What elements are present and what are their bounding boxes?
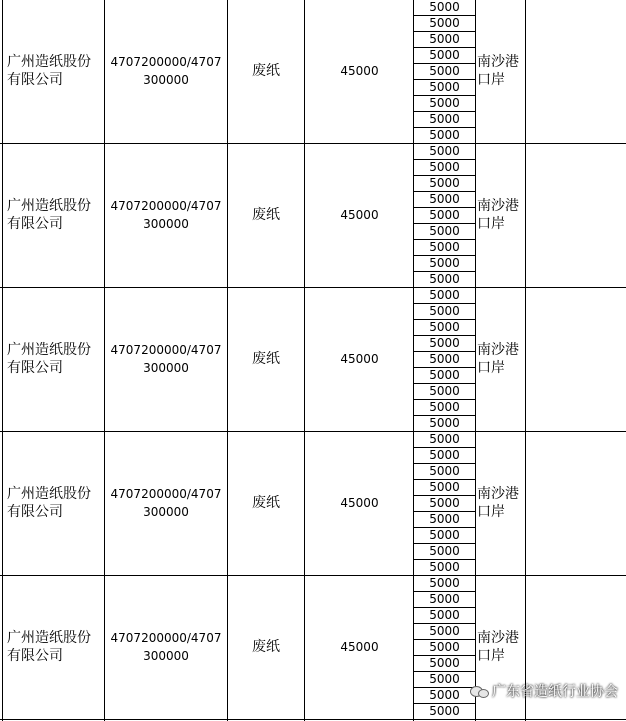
hs-code-cell: [106, 575, 226, 719]
port-cell-text: 南沙港口岸: [477, 198, 519, 232]
company-cell: [7, 143, 99, 287]
quantity-subcell: 5000: [414, 223, 475, 239]
quantity-subcell: 5000: [414, 239, 475, 255]
watermark: [470, 681, 618, 701]
product-cell: [228, 0, 304, 143]
quantity-subcell: 5000: [414, 175, 475, 191]
quantity-subcell: 5000: [414, 47, 475, 63]
quantity-subcell: 5000: [414, 399, 475, 415]
port-cell: [476, 431, 525, 575]
port-cell-text: 南沙港口岸: [477, 630, 519, 664]
quantity-subcell: 5000: [414, 15, 475, 31]
product-cell-text: 废纸: [252, 638, 280, 655]
hs-code-cell-text: 4707200000/4707300000: [110, 631, 222, 663]
total-quantity-cell-text: 45000: [340, 351, 379, 366]
company-cell: [7, 575, 99, 719]
product-cell: [228, 431, 304, 575]
quantity-subcell: 5000: [414, 127, 475, 143]
quantity-subcell: 5000: [414, 319, 475, 335]
company-cell-text: 广州造纸股份有限公司: [7, 342, 91, 376]
quantity-subcell: 5000: [414, 703, 475, 719]
quantity-subcell: 5000: [414, 383, 475, 399]
quantity-subcell: 5000: [414, 511, 475, 527]
company-cell-text: 广州造纸股份有限公司: [7, 54, 91, 88]
company-cell: [7, 0, 99, 143]
quantity-subcell: 5000: [414, 687, 475, 703]
quantity-subcell: 5000: [414, 191, 475, 207]
port-cell-text: 南沙港口岸: [477, 54, 519, 88]
port-cell: [476, 0, 525, 143]
quantity-subcell: 5000: [414, 79, 475, 95]
quantity-subcell: 5000: [414, 639, 475, 655]
quantity-subcell: 5000: [414, 463, 475, 479]
table-row: [0, 0, 626, 143]
quantity-subcell: 5000: [414, 623, 475, 639]
quantity-subcell: 5000: [414, 447, 475, 463]
product-cell-text: 废纸: [252, 350, 280, 367]
hs-code-cell-text: 4707200000/4707300000: [110, 487, 222, 519]
company-cell: [7, 431, 99, 575]
hs-code-cell-text: 4707200000/4707300000: [110, 55, 222, 87]
total-quantity-cell-text: 45000: [340, 495, 379, 510]
quantity-subcell: 5000: [414, 111, 475, 127]
quantity-subcell: 5000: [414, 607, 475, 623]
company-cell: [7, 287, 99, 431]
quantity-subcell: 5000: [414, 671, 475, 687]
quantity-subcell: 5000: [414, 303, 475, 319]
hs-code-cell: [106, 431, 226, 575]
quantity-subcell: 5000: [414, 255, 475, 271]
quantity-subcell: 5000: [414, 159, 475, 175]
company-cell-text: 广州造纸股份有限公司: [7, 630, 91, 664]
quantity-subcell: 5000: [414, 287, 475, 303]
quantity-subcell: 5000: [414, 207, 475, 223]
port-cell-text: 南沙港口岸: [477, 486, 519, 520]
total-quantity-cell: [306, 143, 413, 287]
quantity-subcell: 5000: [414, 527, 475, 543]
wechat-icon: [470, 684, 488, 698]
quantity-subcell: 5000: [414, 367, 475, 383]
quantity-subcell: 5000: [414, 335, 475, 351]
hs-code-cell: [106, 287, 226, 431]
quantity-subcell: 5000: [414, 95, 475, 111]
quantity-subcell: 5000: [414, 655, 475, 671]
total-quantity-cell: [306, 575, 413, 719]
table-row: [0, 143, 626, 287]
quantity-subcell: 5000: [414, 63, 475, 79]
quantity-subcell: 5000: [414, 495, 475, 511]
product-cell: [228, 287, 304, 431]
product-cell-text: 废纸: [252, 494, 280, 511]
quantity-subcell: 5000: [414, 559, 475, 575]
hs-code-cell: [106, 143, 226, 287]
quantity-subcell: 5000: [414, 415, 475, 431]
total-quantity-cell: [306, 431, 413, 575]
product-cell: [228, 143, 304, 287]
quantity-subcell: 5000: [414, 575, 475, 591]
quantity-subcell: 5000: [414, 479, 475, 495]
total-quantity-cell-text: 45000: [340, 207, 379, 222]
total-quantity-cell-text: 45000: [340, 63, 379, 78]
row-divider: [0, 719, 626, 720]
total-quantity-cell: [306, 0, 413, 143]
port-cell: [476, 287, 525, 431]
quantity-subcell: 5000: [414, 0, 475, 15]
hs-code-cell-text: 4707200000/4707300000: [110, 199, 222, 231]
quantity-subcell: 5000: [414, 431, 475, 447]
table-row: [0, 287, 626, 431]
product-cell: [228, 575, 304, 719]
product-cell-text: 废纸: [252, 62, 280, 79]
quantity-subcell: 5000: [414, 351, 475, 367]
quantity-subcell: 5000: [414, 271, 475, 287]
total-quantity-cell: [306, 287, 413, 431]
port-cell-text: 南沙港口岸: [477, 342, 519, 376]
quantity-subcell: 5000: [414, 543, 475, 559]
total-quantity-cell-text: 45000: [340, 639, 379, 654]
port-cell: [476, 143, 525, 287]
quantity-subcell: 5000: [414, 143, 475, 159]
product-cell-text: 废纸: [252, 206, 280, 223]
hs-code-cell-text: 4707200000/4707300000: [110, 343, 222, 375]
company-cell-text: 广州造纸股份有限公司: [7, 486, 91, 520]
table-row: [0, 431, 626, 575]
quantity-subcell: 5000: [414, 31, 475, 47]
watermark-text: 广东省造纸行业协会: [492, 684, 618, 700]
company-cell-text: 广州造纸股份有限公司: [7, 198, 91, 232]
quantity-subcell: 5000: [414, 591, 475, 607]
hs-code-cell: [106, 0, 226, 143]
